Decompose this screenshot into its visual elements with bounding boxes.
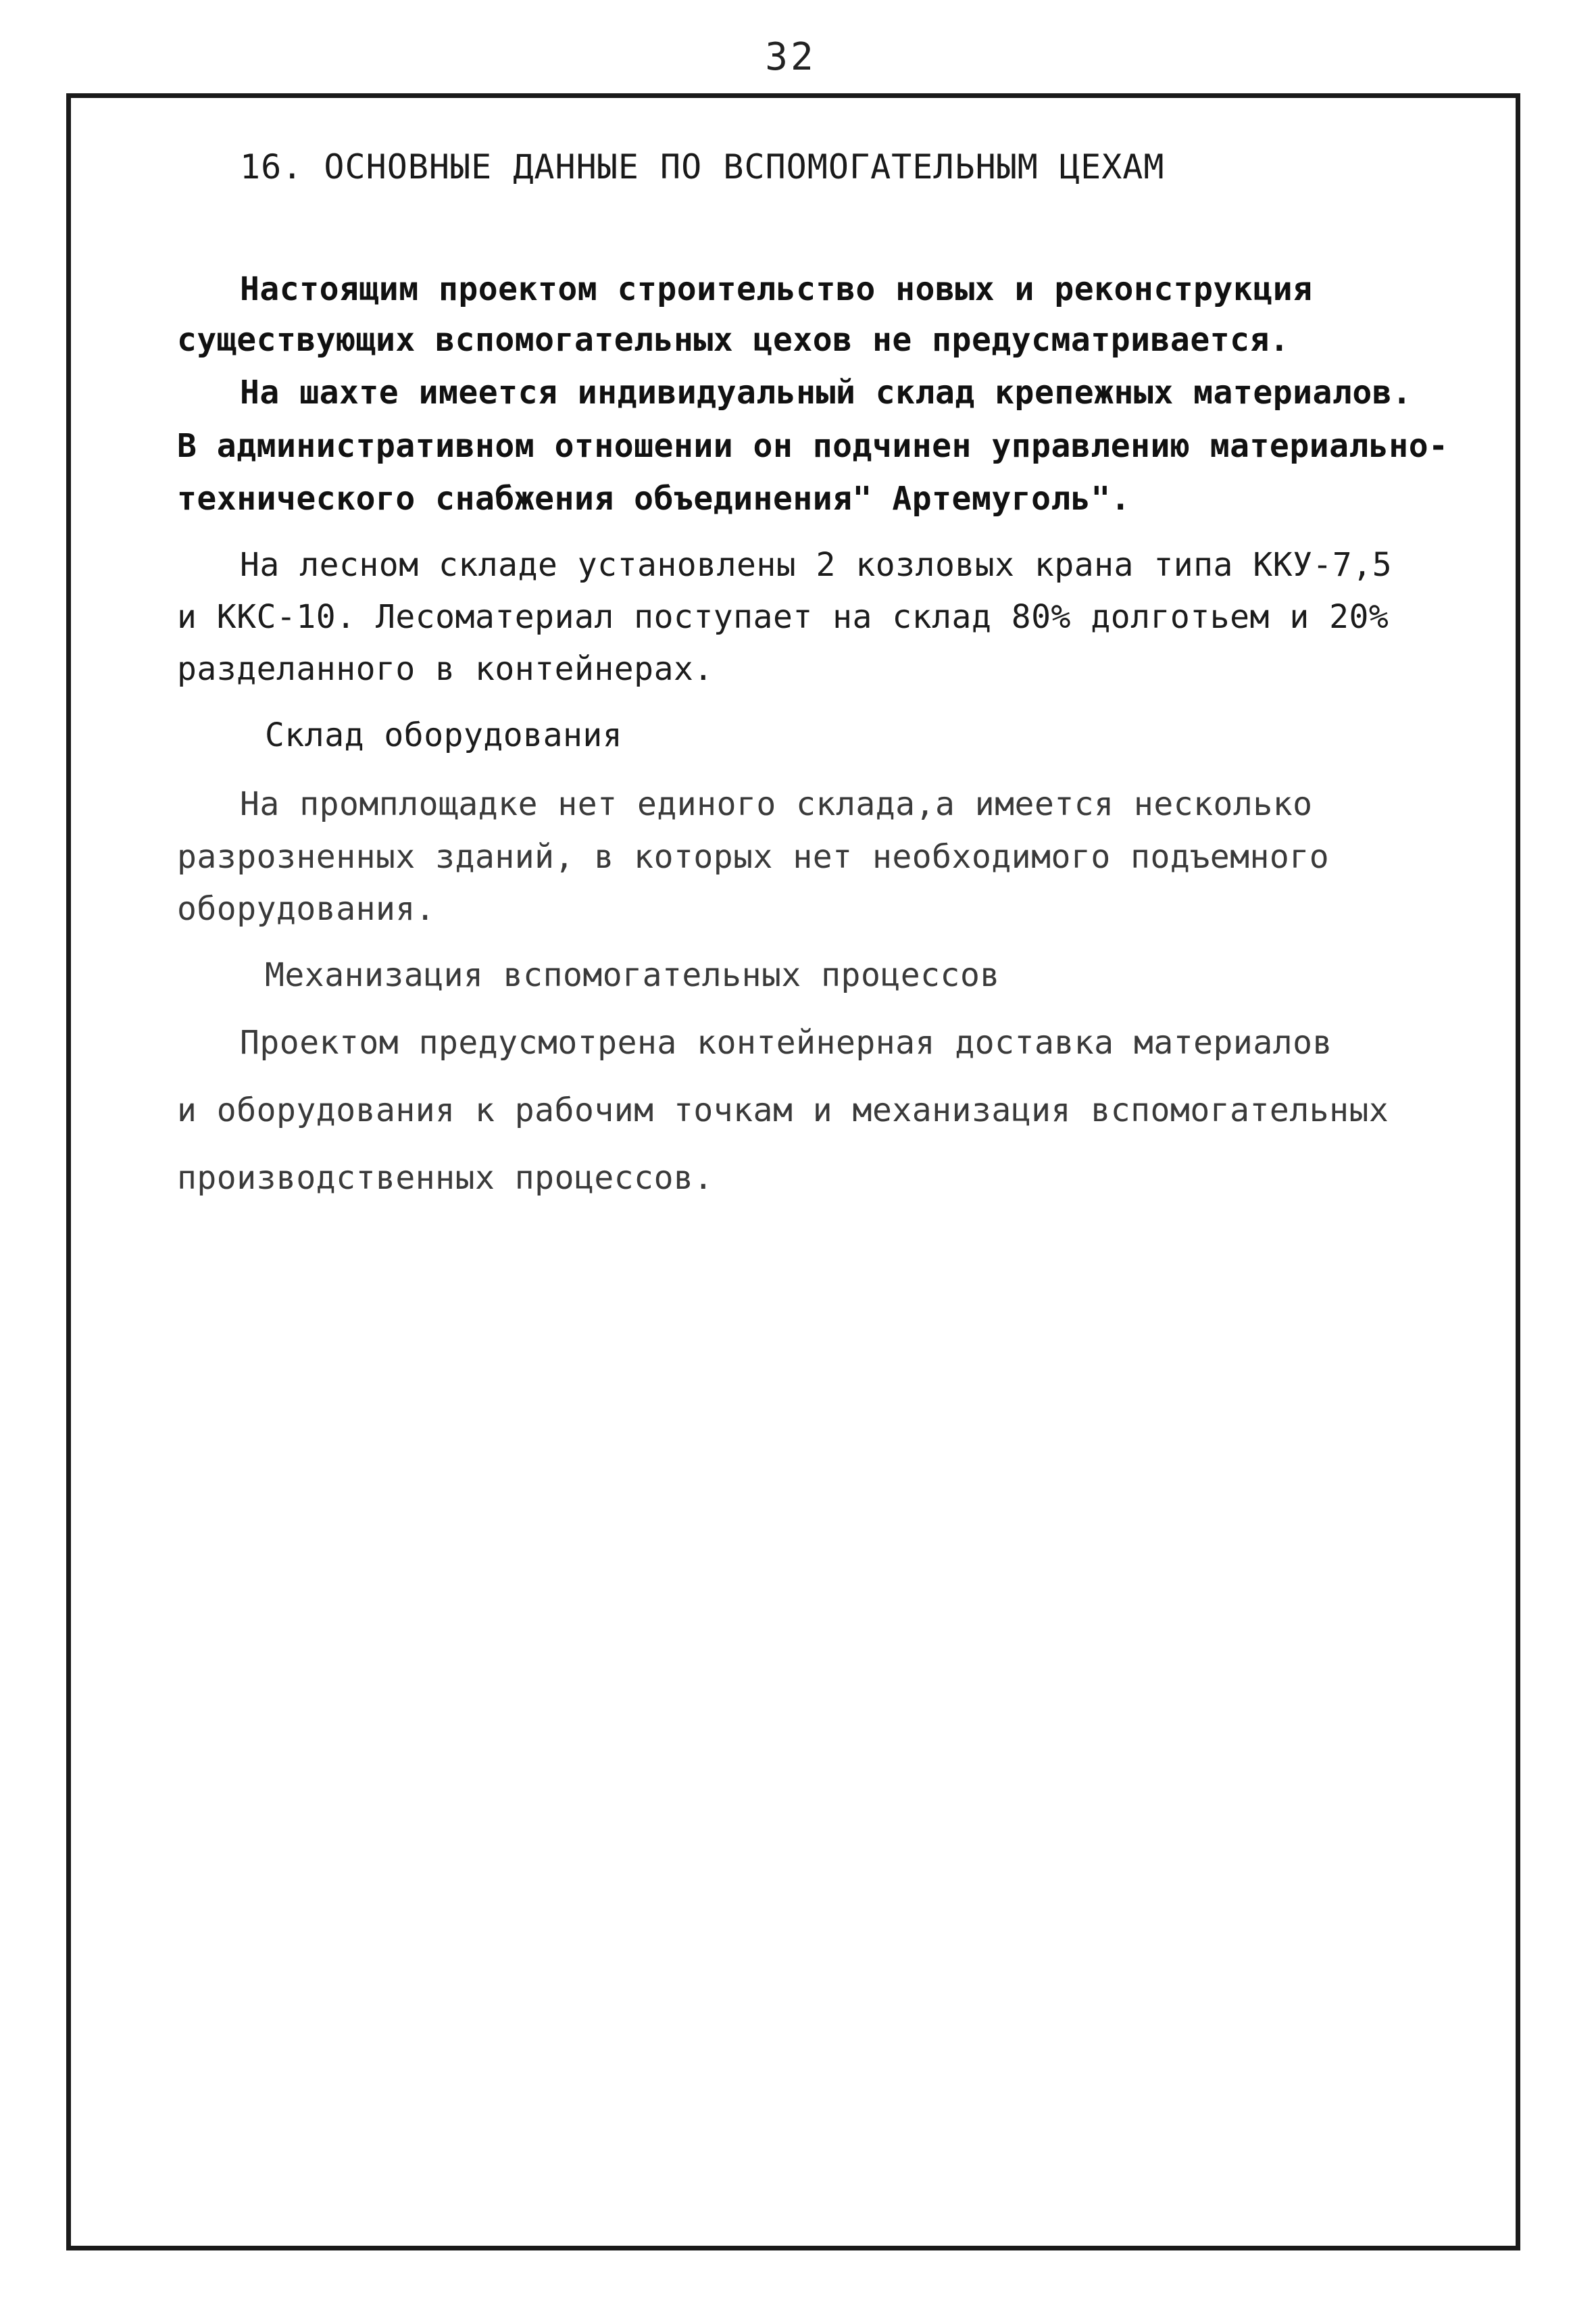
page-number: 32	[765, 35, 816, 79]
subheading-equipment-warehouse: Склад оборудования	[265, 716, 623, 754]
paragraph-3-line-1: На лесном складе установлены 2 козловых крана типа ККУ-7,5	[240, 546, 1393, 584]
paragraph-4-line-3: оборудования.	[177, 890, 436, 928]
paragraph-5-line-2: и оборудования к рабочим точкам и механизация вспомогательных	[177, 1091, 1389, 1129]
section-heading: 16. ОСНОВНЫЕ ДАННЫЕ ПО ВСПОМОГАТЕЛЬНЫМ ЦЕХАМ	[240, 147, 1165, 187]
paragraph-2-line-3: технического снабжения объединения" Артемуголь".	[177, 480, 1131, 518]
paragraph-5-line-3: производственных процессов.	[177, 1159, 714, 1197]
paragraph-5-line-1: Проектом предусмотрена контейнерная доставка материалов	[240, 1024, 1332, 1062]
paragraph-3-line-2: и ККС-10. Лесоматериал поступает на склад 80% долготьем и 20%	[177, 598, 1389, 636]
paragraph-2-line-2: В административном отношении он подчинен управлению материально-	[177, 427, 1449, 465]
paragraph-1-line-1: Настоящим проектом строительство новых и реконструкция	[240, 270, 1313, 308]
paragraph-3-line-3: разделанного в контейнерах.	[177, 650, 714, 688]
paragraph-1-line-2: существующих вспомогательных цехов не предусматривается.	[177, 321, 1290, 359]
paragraph-2-line-1: На шахте имеется индивидуальный склад крепежных материалов.	[240, 374, 1412, 412]
paragraph-4-line-2: разрозненных зданий, в которых нет необходимого подъемного	[177, 838, 1330, 876]
paragraph-4-line-1: На промплощадке нет единого склада,а имеется несколько	[240, 785, 1313, 823]
subheading-mechanization: Механизация вспомогательных процессов	[265, 956, 1000, 994]
